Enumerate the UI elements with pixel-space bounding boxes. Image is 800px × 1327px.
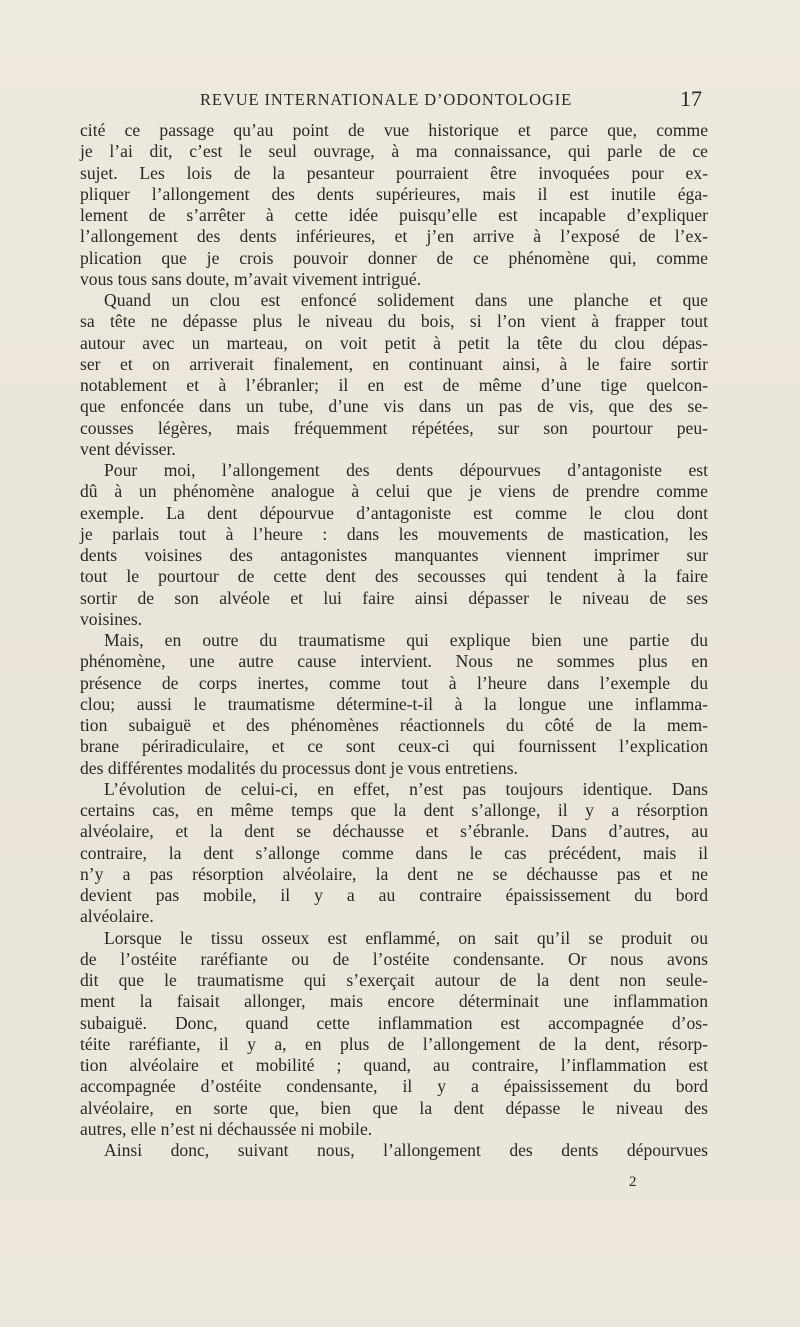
- text-line: sortir de son alvéole et lui faire ainsi dépasser le niveau de ses: [80, 587, 708, 608]
- text-line: voisines.: [80, 608, 143, 629]
- text-line: vous tous sans doute, m’avait vivement intrigué.: [80, 268, 422, 289]
- text-line: devient pas mobile, il y a au contraire épaississement du bord: [80, 885, 708, 905]
- text-line: pliquer l’allongement des dents supérieures, mais il est inutile éga-: [80, 183, 708, 204]
- text-line: Lorsque le tissu osseux est enflammé, on sait qu’il se produit ou: [104, 927, 708, 948]
- text-line: sa tête ne dépasse plus le niveau du bois, si l’on vient à frapper tout: [80, 311, 708, 332]
- paragraph: [80, 1140, 708, 1161]
- text-line: lement de s’arrêter à cette idée puisqu’elle est incapable d’expliquer: [80, 205, 708, 225]
- text-line: dit que le traumatisme qui s’exerçait autour de la dent non seule-: [80, 970, 708, 990]
- text-line: accompagnée d’ostéite condensante, il y a épaississement du bord: [80, 1076, 708, 1097]
- text-line: Quand un clou est enfoncé solidement dans une planche et que: [104, 290, 708, 310]
- text-line: vent dévisser.: [80, 438, 176, 459]
- text-line: subaiguë. Donc, quand cette inflammation est accompagnée d’os-: [80, 1012, 708, 1033]
- text-line: ser et on arriverait finalement, en continuant ainsi, à le faire sortir: [80, 353, 708, 374]
- text-line: exemple. La dent dépourvue d’antagoniste est comme le clou dont: [80, 502, 708, 523]
- paragraph: [80, 928, 708, 1141]
- journal-title: REVUE INTERNATIONALE D’ODONTOLOGIE: [200, 90, 573, 109]
- text-line: cousses légères, mais fréquemment répétées, sur son pourtour peu-: [80, 417, 708, 438]
- text-line: plication que je crois pouvoir donner de ce phénomène qui, comme: [80, 247, 708, 268]
- text-line: je l’ai dit, c’est le seul ouvrage, à ma connaissance, qui parle de ce: [80, 141, 708, 162]
- text-line: autour avec un marteau, on voit petit à petit la tête du clou dépas-: [80, 332, 708, 353]
- text-line: notablement et à l’ébranler; il en est de même d’une tige quelcon-: [80, 375, 708, 395]
- text-line: phénomène, une autre cause intervient. Nous ne sommes plus en: [80, 651, 708, 672]
- text-line: Mais, en outre du traumatisme qui explique bien une partie du: [104, 630, 708, 650]
- text-line: contraire, la dent s’allonge comme dans le cas précédent, mais il: [80, 842, 708, 863]
- running-header: [80, 88, 708, 114]
- text-line: tion subaiguë et des phénomènes réactionnels du côté de la mem-: [80, 715, 708, 735]
- text-line: de l’ostéite raréfiante ou de l’ostéite condensante. Or nous avons: [80, 948, 708, 969]
- text-line: tion alvéolaire et mobilité ; quand, au contraire, l’inflammation est: [80, 1055, 708, 1075]
- text-line: alvéolaire.: [80, 906, 154, 927]
- text-line: téite raréfiante, il y a, en plus de l’allongement de la dent, résorp-: [80, 1033, 708, 1054]
- text-line: autres, elle n’est ni déchaussée ni mobile.: [80, 1118, 373, 1139]
- text-line: dents voisines des antagonistes manquantes viennent imprimer sur: [80, 545, 708, 565]
- page-number: 17: [680, 86, 702, 111]
- text-line: certains cas, en même temps que la dent s’allonge, il y a résorption: [80, 800, 708, 820]
- text-line: sujet. Les lois de la pesanteur pourraient être invoquées pour ex-: [80, 162, 708, 183]
- paragraph: [80, 779, 708, 928]
- paragraph: [80, 290, 708, 460]
- text-line: cité ce passage qu’au point de vue historique et parce que, comme: [80, 120, 708, 140]
- text-line: ment la faisait allonger, mais encore déterminait une inflammation: [80, 991, 708, 1012]
- text-line: brane périradiculaire, et ce sont ceux-ci qui fournissent l’explication: [80, 736, 708, 757]
- text-line: L’évolution de celui-ci, en effet, n’est pas toujours identique. Dans: [104, 778, 708, 799]
- text-line: dû à un phénomène analogue à celui que je viens de prendre comme: [80, 481, 708, 502]
- paragraph: [80, 460, 708, 630]
- text-line: alvéolaire, et la dent se déchausse et s’ébranle. Dans d’autres, au: [80, 821, 708, 842]
- text-line: alvéolaire, en sorte que, bien que la dent dépasse le niveau des: [80, 1097, 708, 1118]
- text-line: Pour moi, l’allongement des dents dépourvues d’antagoniste est: [104, 460, 708, 480]
- text-line: présence de corps inertes, comme tout à l’heure dans l’exemple du: [80, 672, 708, 693]
- text-line: des différentes modalités du processus dont je vous entretiens.: [80, 757, 518, 778]
- text-line: je parlais tout à l’heure : dans les mouvements de mastication, les: [80, 523, 708, 544]
- text-line: clou; aussi le traumatisme détermine-t-il à la longue une inflamma-: [80, 693, 708, 714]
- article-body: [80, 120, 708, 1161]
- text-line: que enfoncée dans un tube, d’une vis dans un pas de vis, que des se-: [80, 396, 708, 417]
- paragraph: [80, 630, 708, 779]
- text-line: Ainsi donc, suivant nous, l’allongement des dents dépourvues: [104, 1140, 708, 1160]
- paragraph: [80, 120, 708, 290]
- text-line: tout le pourtour de cette dent des secousses qui tendent à la faire: [80, 566, 708, 587]
- text-line: n’y a pas résorption alvéolaire, la dent ne se déchausse pas et ne: [80, 863, 708, 884]
- text-line: l’allongement des dents inférieures, et j’en arrive à l’exposé de l’ex-: [80, 226, 708, 247]
- signature-mark: 2: [629, 1174, 637, 1190]
